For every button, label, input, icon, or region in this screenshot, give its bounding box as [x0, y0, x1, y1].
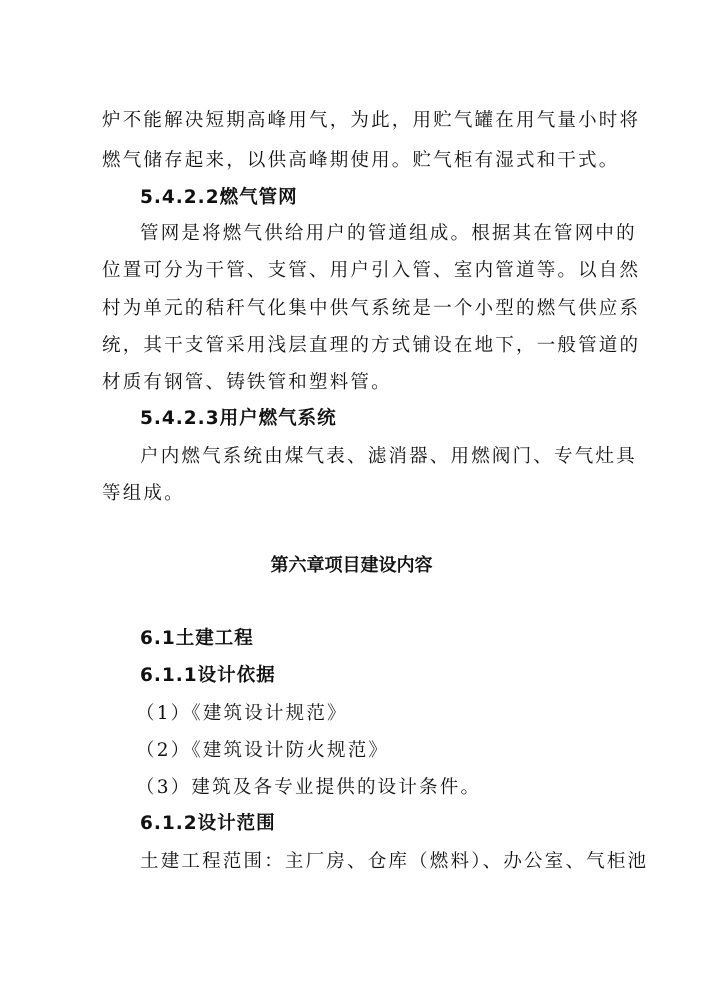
body-text-line: 土建工程范围：主厂房、仓库（燃料）、办公室、气柜池	[140, 851, 649, 872]
section-heading-6-1-1: 6.1.1设计依据	[140, 665, 276, 686]
body-text-line: 统，其干支管采用浅层直理的方式铺设在地下，一般管道的	[102, 335, 641, 356]
body-text-line: 燃气储存起来，以供高峰期使用。贮气柜有湿式和干式。	[102, 150, 620, 171]
body-text-line: 户内燃气系统由煤气表、滤消器、用燃阀门、专气灶具	[140, 446, 637, 467]
section-heading-5-4-2-2: 5.4.2.2燃气管网	[140, 187, 298, 208]
body-text-line: 管网是将燃气供给用户的管道组成。根据其在管网中的	[140, 223, 637, 244]
chapter-title: 第六章项目建设内容	[270, 555, 433, 576]
section-heading-6-1: 6.1土建工程	[140, 628, 254, 649]
body-text-line: 等组成。	[102, 483, 185, 504]
list-item: （3）建筑及各专业提供的设计条件。	[136, 777, 482, 798]
body-text-line: 材质有钢管、铸铁管和塑料管。	[102, 372, 392, 393]
body-text-line: 炉不能解决短期高峰用气，为此，用贮气罐在用气量小时将	[102, 110, 641, 131]
body-text-line: 村为单元的秸秆气化集中供气系统是一个小型的燃气供应系	[102, 298, 641, 319]
list-item: （1）《建筑设计规范》	[136, 703, 348, 724]
section-heading-6-1-2: 6.1.2设计范围	[140, 813, 276, 834]
body-text-line: 位置可分为干管、支管、用户引入管、室内管道等。以自然	[102, 260, 641, 281]
section-heading-5-4-2-3: 5.4.2.3用户燃气系统	[140, 408, 337, 429]
list-item: （2）《建筑设计防火规范》	[136, 740, 390, 761]
